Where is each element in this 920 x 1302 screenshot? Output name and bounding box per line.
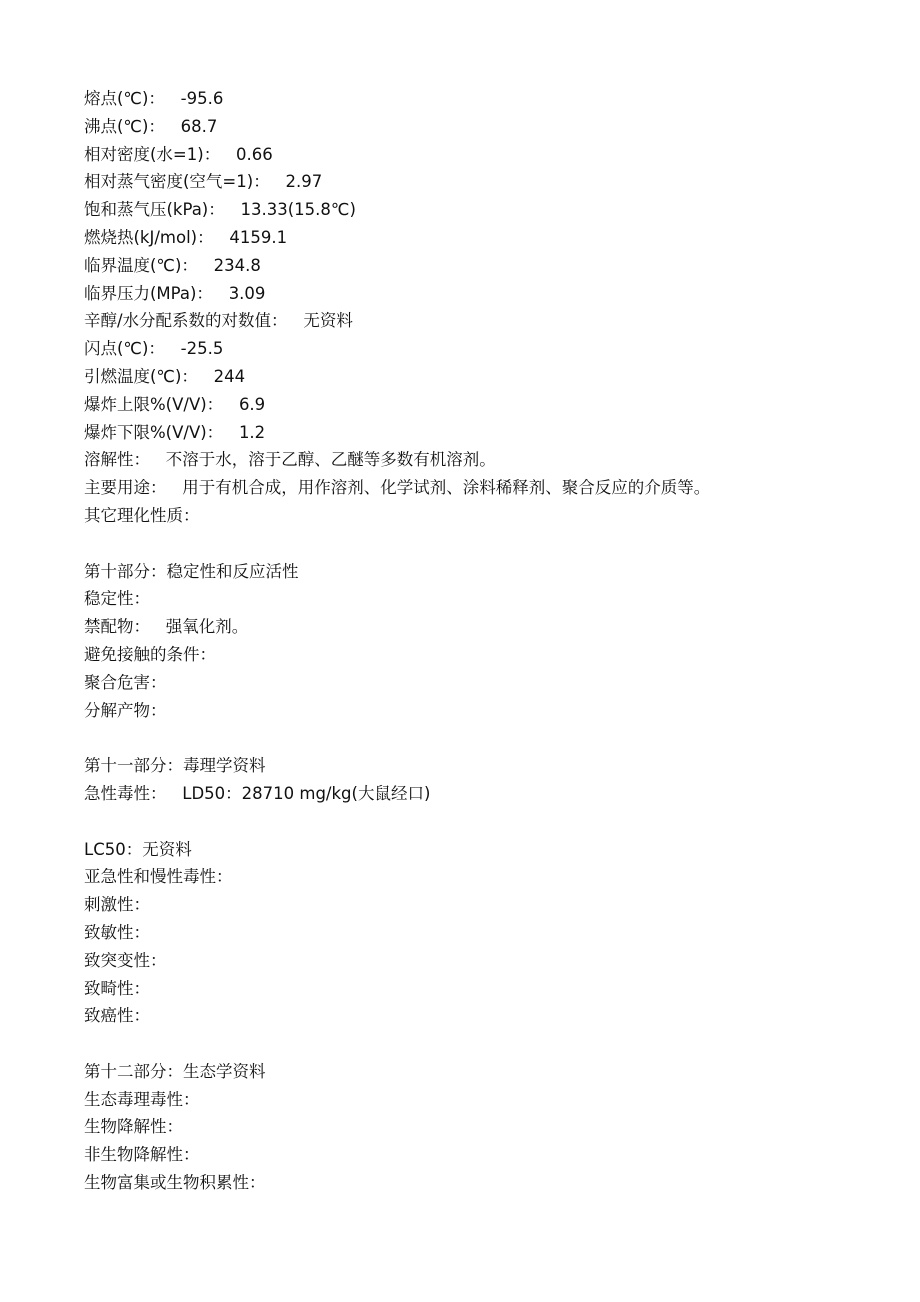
property-value: 13.33(15.8℃)	[240, 200, 356, 220]
property-line	[84, 419, 884, 447]
property-line	[84, 196, 884, 224]
property-value: 244	[213, 366, 246, 386]
property-line	[84, 780, 884, 808]
property-label: 主要用途：	[84, 478, 167, 498]
property-value: 3.09	[228, 283, 266, 303]
property-label: 沸点(℃)：	[84, 116, 165, 136]
property-line	[84, 141, 884, 169]
blank-line	[84, 1030, 884, 1058]
property-line	[84, 1169, 884, 1197]
property-line	[84, 1002, 884, 1030]
property-line	[84, 113, 884, 141]
property-line	[84, 168, 884, 196]
property-line	[84, 947, 884, 975]
blank-line	[84, 724, 884, 752]
property-label: 爆炸下限%(V/V)：	[84, 422, 224, 442]
property-label: 致癌性：	[84, 1006, 150, 1026]
property-value: 用于有机合成，用作溶剂、化学试剂、涂料稀释剂、聚合反应的介质等。	[182, 478, 711, 498]
property-label: 饱和蒸气压(kPa)：	[84, 200, 225, 220]
property-line	[84, 613, 884, 641]
section-title: 第十一部分：毒理学资料	[84, 756, 266, 776]
property-line	[84, 1113, 884, 1141]
section-title: 第十二部分：生态学资料	[84, 1061, 266, 1081]
property-line	[84, 224, 884, 252]
property-label: 致敏性：	[84, 922, 150, 942]
property-value: 4159.1	[229, 227, 288, 247]
property-line	[84, 252, 884, 280]
property-label: 生物富集或生物积累性：	[84, 1173, 266, 1193]
property-line	[84, 863, 884, 891]
property-value: 不溶于水，溶于乙醇、乙醚等多数有机溶剂。	[165, 450, 496, 470]
property-label: 避免接触的条件：	[84, 644, 216, 664]
property-label: 聚合危害：	[84, 672, 167, 692]
property-label: 爆炸上限%(V/V)：	[84, 394, 224, 414]
property-line	[84, 891, 884, 919]
property-label: 溶解性：	[84, 450, 150, 470]
property-label: 致畸性：	[84, 978, 150, 998]
property-line	[84, 474, 884, 502]
property-label: 闪点(℃)：	[84, 339, 165, 359]
property-value: LD50：28710 mg/kg(大鼠经口)	[182, 783, 431, 803]
property-label: 相对密度(水=1)：	[84, 144, 221, 164]
property-line	[84, 585, 884, 613]
property-value: 6.9	[238, 394, 266, 414]
property-line	[84, 335, 884, 363]
property-label: 其它理化性质：	[84, 505, 200, 525]
property-line	[84, 363, 884, 391]
property-line	[84, 919, 884, 947]
property-line	[84, 697, 884, 725]
property-line	[84, 669, 884, 697]
blank-line	[84, 808, 884, 836]
property-line	[84, 1141, 884, 1169]
property-line	[84, 502, 884, 530]
property-label: 辛醇/水分配系数的对数值：	[84, 311, 288, 331]
property-label: 燃烧热(kJ/mol)：	[84, 227, 214, 247]
property-line	[84, 280, 884, 308]
property-value: 1.2	[238, 422, 266, 442]
property-value: 无资料	[303, 311, 353, 331]
property-line	[84, 391, 884, 419]
property-value: 234.8	[213, 255, 261, 275]
property-label: 急性毒性：	[84, 783, 167, 803]
property-line	[84, 1086, 884, 1114]
property-line	[84, 975, 884, 1003]
property-value: -25.5	[180, 339, 224, 359]
property-line	[84, 641, 884, 669]
property-label: 熔点(℃)：	[84, 89, 165, 108]
property-value: 68.7	[180, 116, 218, 136]
property-label: 临界温度(℃)：	[84, 255, 198, 275]
property-line	[84, 307, 884, 335]
property-value: 2.97	[285, 172, 323, 192]
section-title: 第十部分：稳定性和反应活性	[84, 561, 299, 581]
property-label: 稳定性：	[84, 589, 150, 609]
property-label: 临界压力(MPa)：	[84, 283, 213, 303]
blank-line	[84, 530, 884, 558]
property-line	[84, 446, 884, 474]
property-value: 0.66	[235, 144, 273, 164]
property-label: 分解产物：	[84, 700, 167, 720]
property-line	[84, 85, 884, 113]
property-label: 非生物降解性：	[84, 1145, 200, 1165]
property-label: 相对蒸气密度(空气=1)：	[84, 172, 270, 192]
property-value: -95.6	[180, 89, 224, 108]
lc50-line: LC50：无资料	[84, 839, 192, 859]
property-label: 生物降解性：	[84, 1117, 183, 1137]
document-page	[84, 85, 884, 1197]
property-label: 禁配物：	[84, 617, 150, 637]
property-label: 亚急性和慢性毒性：	[84, 867, 233, 887]
property-label: 致突变性：	[84, 950, 167, 970]
property-label: 刺激性：	[84, 895, 150, 915]
property-label: 引燃温度(℃)：	[84, 366, 198, 386]
property-value: 强氧化剂。	[165, 617, 249, 637]
property-label: 生态毒理毒性：	[84, 1089, 200, 1109]
